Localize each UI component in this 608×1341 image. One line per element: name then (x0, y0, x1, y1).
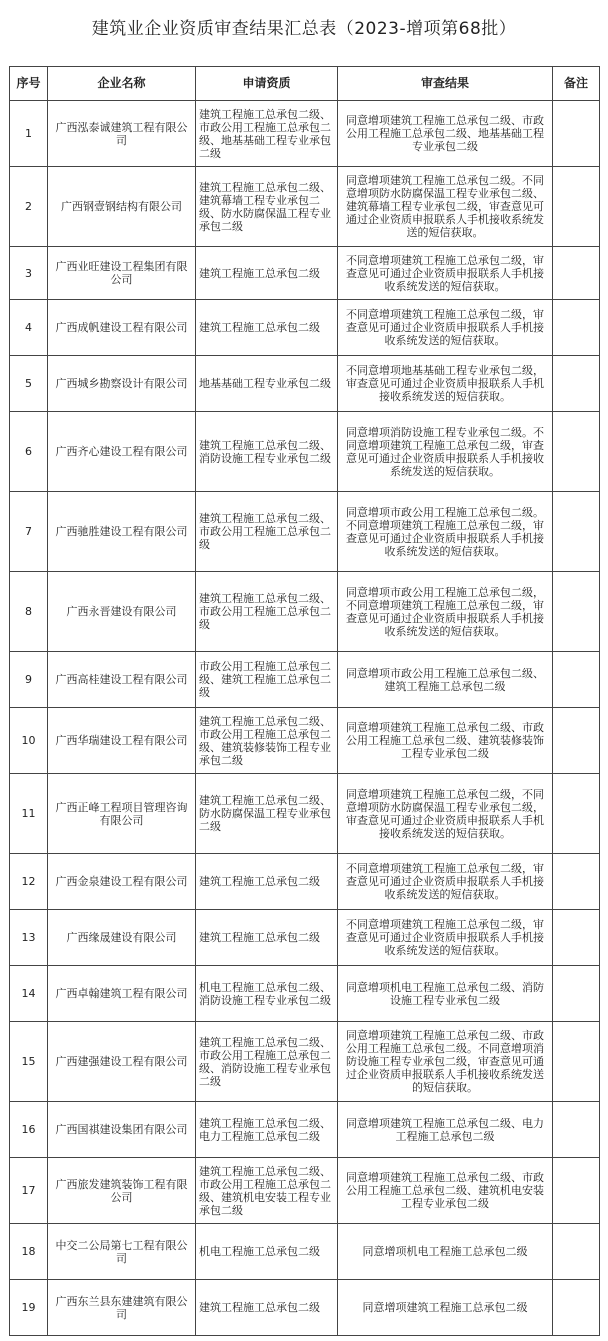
table-row (10, 854, 600, 910)
table-header-row (10, 67, 600, 101)
company-name-cell: 广西金泉建设工程有限公司 (48, 854, 196, 910)
remark-cell (553, 1158, 600, 1224)
result-cell: 同意增项建筑工程施工总承包二级，不同意增项防水防腐保温工程专业承包二级，审查意见可通过企业资质申报联系人手机接收系统发送的短信获取。 (338, 774, 553, 854)
company-name-cell: 广西城乡勘察设计有限公司 (48, 356, 196, 412)
result-cell: 同意增项市政公用工程施工总承包二级。不同意增项建筑工程施工总承包二级，审查意见可通过企业资质申报联系人手机接收系统发送的短信获取。 (338, 492, 553, 572)
row-number: 14 (10, 966, 48, 1022)
result-cell: 同意增项建筑工程施工总承包二级、市政公用工程施工总承包二级、地基基础工程专业承包二级 (338, 101, 553, 167)
table-row (10, 492, 600, 572)
result-cell: 同意增项市政公用工程施工总承包二级、建筑工程施工总承包二级 (338, 652, 553, 708)
company-name-cell: 广西卓翰建筑工程有限公司 (48, 966, 196, 1022)
result-cell: 同意增项消防设施工程专业承包二级。不同意增项建筑工程施工总承包二级，审查意见可通过企业资质申报联系人手机接收系统发送的短信获取。 (338, 412, 553, 492)
row-number: 9 (10, 652, 48, 708)
table-row (10, 774, 600, 854)
table-row (10, 412, 600, 492)
qualification-cell: 市政公用工程施工总承包二级、建筑工程施工总承包二级 (196, 652, 338, 708)
qualification-cell: 建筑工程施工总承包二级 (196, 300, 338, 356)
qualification-cell: 建筑工程施工总承包二级、市政公用工程施工总承包二级、地基基础工程专业承包二级 (196, 101, 338, 167)
row-number: 2 (10, 167, 48, 247)
result-cell: 同意增项机电工程施工总承包二级 (338, 1224, 553, 1280)
row-number: 1 (10, 101, 48, 167)
qualification-cell: 建筑工程施工总承包二级、消防设施工程专业承包二级 (196, 412, 338, 492)
qualification-cell: 建筑工程施工总承包二级、电力工程施工总承包二级 (196, 1102, 338, 1158)
qualification-cell: 建筑工程施工总承包二级、防水防腐保温工程专业承包二级 (196, 774, 338, 854)
row-number: 5 (10, 356, 48, 412)
remark-cell (553, 356, 600, 412)
row-number: 10 (10, 708, 48, 774)
remark-cell (553, 652, 600, 708)
row-number: 4 (10, 300, 48, 356)
company-name-cell: 广西高桂建设工程有限公司 (48, 652, 196, 708)
page-title: 建筑业企业资质审查结果汇总表（2023-增项第68批） (91, 19, 517, 39)
qualification-cell: 建筑工程施工总承包二级、建筑幕墙工程专业承包二级、防水防腐保温工程专业承包二级 (196, 167, 338, 247)
row-number: 6 (10, 412, 48, 492)
qualification-cell: 机电工程施工总承包二级、消防设施工程专业承包二级 (196, 966, 338, 1022)
row-number: 18 (10, 1224, 48, 1280)
qualification-cell: 建筑工程施工总承包二级 (196, 910, 338, 966)
header-no: 序号 (10, 67, 48, 101)
row-number: 19 (10, 1280, 48, 1336)
table-row (10, 167, 600, 247)
company-name-cell: 广西成帆建设工程有限公司 (48, 300, 196, 356)
table-row (10, 966, 600, 1022)
company-name-cell: 广西永晋建设有限公司 (48, 572, 196, 652)
header-company: 企业名称 (48, 67, 196, 101)
company-name-cell: 广西旅发建筑装饰工程有限公司 (48, 1158, 196, 1224)
result-cell: 不同意增项地基基础工程专业承包二级，审查意见可通过企业资质申报联系人手机接收系统发送的短信获取。 (338, 356, 553, 412)
row-number: 15 (10, 1022, 48, 1102)
qualification-cell: 地基基础工程专业承包二级 (196, 356, 338, 412)
result-cell: 同意增项建筑工程施工总承包二级 (338, 1280, 553, 1336)
company-name-cell: 广西钢壹钢结构有限公司 (48, 167, 196, 247)
qualification-cell: 建筑工程施工总承包二级 (196, 247, 338, 300)
remark-cell (553, 492, 600, 572)
table-row (10, 247, 600, 300)
result-cell: 同意增项机电工程施工总承包二级、消防设施工程专业承包二级 (338, 966, 553, 1022)
results-table (9, 66, 600, 1336)
result-cell: 同意增项市政公用工程施工总承包二级，不同意增项建筑工程施工总承包二级，审查意见可通过企业资质申报联系人手机接收系统发送的短信获取。 (338, 572, 553, 652)
qualification-cell: 建筑工程施工总承包二级、市政公用工程施工总承包二级、建筑机电安装工程专业承包二级 (196, 1158, 338, 1224)
qualification-cell: 机电工程施工总承包二级 (196, 1224, 338, 1280)
remark-cell (553, 300, 600, 356)
row-number: 11 (10, 774, 48, 854)
company-name-cell: 中交二公局第七工程有限公司 (48, 1224, 196, 1280)
remark-cell (553, 1022, 600, 1102)
row-number: 16 (10, 1102, 48, 1158)
table-row (10, 300, 600, 356)
table-row (10, 652, 600, 708)
qualification-cell: 建筑工程施工总承包二级 (196, 1280, 338, 1336)
remark-cell (553, 1102, 600, 1158)
row-number: 12 (10, 854, 48, 910)
remark-cell (553, 966, 600, 1022)
result-cell: 不同意增项建筑工程施工总承包二级，审查意见可通过企业资质申报联系人手机接收系统发送的短信获取。 (338, 247, 553, 300)
remark-cell (553, 247, 600, 300)
company-name-cell: 广西建强建设工程有限公司 (48, 1022, 196, 1102)
qualification-cell: 建筑工程施工总承包二级、市政公用工程施工总承包二级、建筑装修装饰工程专业承包二级 (196, 708, 338, 774)
remark-cell (553, 572, 600, 652)
result-cell: 同意增项建筑工程施工总承包二级、市政公用工程施工总承包二级。不同意增项消防设施工程专业承包二级，审查意见可通过企业资质申报联系人手机接收系统发送的短信获取。 (338, 1022, 553, 1102)
table-row (10, 1280, 600, 1336)
table-row (10, 1158, 600, 1224)
company-name-cell: 广西正峰工程项目管理咨询有限公司 (48, 774, 196, 854)
remark-cell (553, 910, 600, 966)
remark-cell (553, 854, 600, 910)
result-cell: 同意增项建筑工程施工总承包二级、市政公用工程施工总承包二级、建筑装修装饰工程专业承包二级 (338, 708, 553, 774)
remark-cell (553, 1224, 600, 1280)
row-number: 3 (10, 247, 48, 300)
result-cell: 不同意增项建筑工程施工总承包二级，审查意见可通过企业资质申报联系人手机接收系统发送的短信获取。 (338, 300, 553, 356)
result-cell: 同意增项建筑工程施工总承包二级、电力工程施工总承包二级 (338, 1102, 553, 1158)
table-row (10, 101, 600, 167)
remark-cell (553, 708, 600, 774)
row-number: 17 (10, 1158, 48, 1224)
company-name-cell: 广西缘晟建设有限公司 (48, 910, 196, 966)
table-row (10, 572, 600, 652)
result-cell: 不同意增项建筑工程施工总承包二级，审查意见可通过企业资质申报联系人手机接收系统发送的短信获取。 (338, 910, 553, 966)
qualification-cell: 建筑工程施工总承包二级、市政公用工程施工总承包二级、消防设施工程专业承包二级 (196, 1022, 338, 1102)
table-row (10, 910, 600, 966)
header-remark: 备注 (553, 67, 600, 101)
row-number: 8 (10, 572, 48, 652)
company-name-cell: 广西华瑞建设工程有限公司 (48, 708, 196, 774)
table-row (10, 356, 600, 412)
qualification-cell: 建筑工程施工总承包二级、市政公用工程施工总承包二级 (196, 572, 338, 652)
qualification-cell: 建筑工程施工总承包二级、市政公用工程施工总承包二级 (196, 492, 338, 572)
table-row (10, 708, 600, 774)
result-cell: 不同意增项建筑工程施工总承包二级，审查意见可通过企业资质申报联系人手机接收系统发送的短信获取。 (338, 854, 553, 910)
company-name-cell: 广西泓泰诚建筑工程有限公司 (48, 101, 196, 167)
header-result: 审查结果 (338, 67, 553, 101)
table-row (10, 1224, 600, 1280)
row-number: 13 (10, 910, 48, 966)
result-cell: 同意增项建筑工程施工总承包二级、市政公用工程施工总承包二级、建筑机电安装工程专业承包二级 (338, 1158, 553, 1224)
table-row (10, 1102, 600, 1158)
company-name-cell: 广西国祺建设集团有限公司 (48, 1102, 196, 1158)
header-qualification: 申请资质 (196, 67, 338, 101)
company-name-cell: 广西业旺建设工程集团有限公司 (48, 247, 196, 300)
table-row (10, 1022, 600, 1102)
company-name-cell: 广西齐心建设工程有限公司 (48, 412, 196, 492)
remark-cell (553, 1280, 600, 1336)
qualification-cell: 建筑工程施工总承包二级 (196, 854, 338, 910)
company-name-cell: 广西东兰县东建建筑有限公司 (48, 1280, 196, 1336)
result-cell: 同意增项建筑工程施工总承包二级。不同意增项防水防腐保温工程专业承包二级、建筑幕墙工程专业承包二级，审查意见可通过企业资质申报联系人手机接收系统发送的短信获取。 (338, 167, 553, 247)
remark-cell (553, 101, 600, 167)
remark-cell (553, 167, 600, 247)
company-name-cell: 广西驰胜建设工程有限公司 (48, 492, 196, 572)
remark-cell (553, 412, 600, 492)
row-number: 7 (10, 492, 48, 572)
remark-cell (553, 774, 600, 854)
